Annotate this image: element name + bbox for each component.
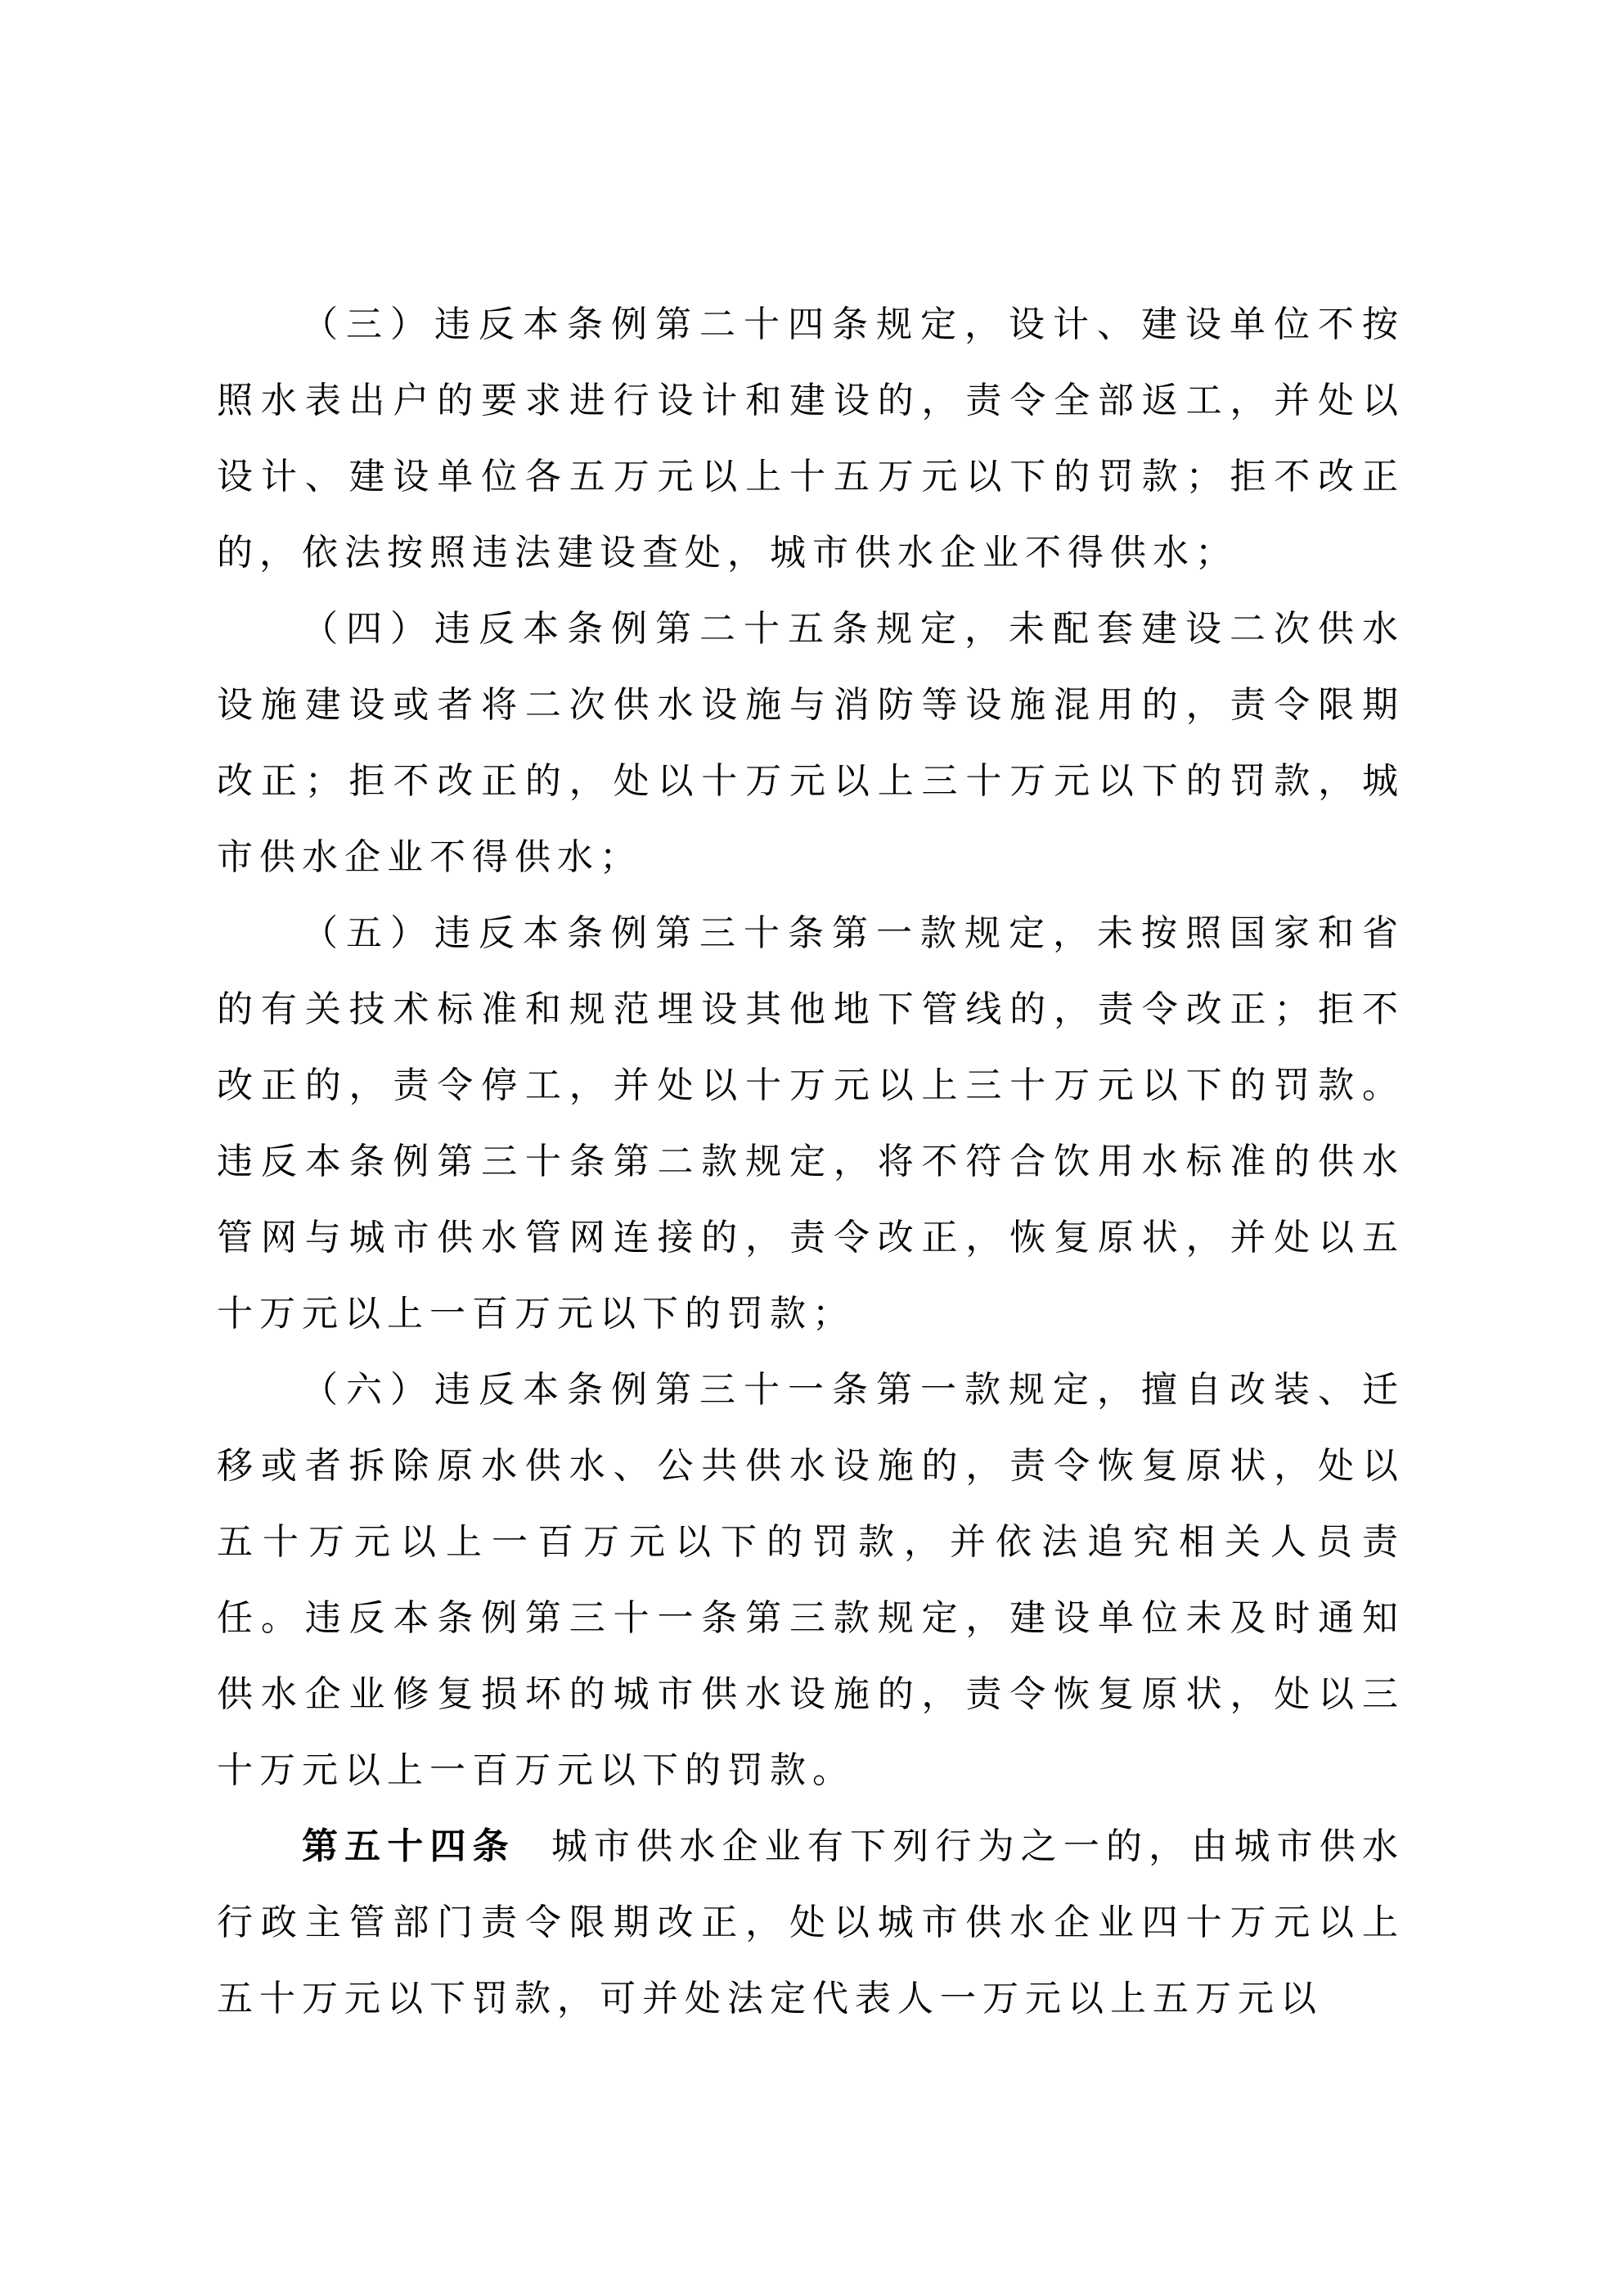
document-body xyxy=(217,286,1405,2037)
list-item-6: （六）违反本条例第三十一条第一款规定，擅自改装、迁移或者拆除原水供水、公共供水设施的，责令恢复原状，处以五十万元以上一百万元以下的罚款，并依法追究相关人员责任。违反本条例第三十一条第三款规定，建设单位未及时通知供水企业修复损坏的城市供水设施的，责令恢复原状，处以三十万元以上一百万元以下的罚款。 xyxy=(217,1370,1405,1790)
list-item-3: （三）违反本条例第二十四条规定，设计、建设单位不按照水表出户的要求进行设计和建设的，责令全部返工，并处以设计、建设单位各五万元以上十五万元以下的罚款；拒不改正的，依法按照违法建设查处，城市供水企业不得供水； xyxy=(217,304,1405,573)
article-54-paragraph xyxy=(217,1808,1405,2037)
article-54-number: 第五十四条 xyxy=(302,1826,515,1866)
list-item-5: （五）违反本条例第三十条第一款规定，未按照国家和省的有关技术标准和规范埋设其他地下管线的，责令改正；拒不改正的，责令停工，并处以十万元以上三十万元以下的罚款。违反本条例第三十条第二款规定，将不符合饮用水标准的供水管网与城市供水管网连接的，责令改正，恢复原状，并处以五十万元以上一百万元以下的罚款； xyxy=(217,913,1405,1334)
article-54-text: 城市供水企业有下列行为之一的，由城市供水行政主管部门责令限期改正，处以城市供水企业四十万元以上五十万元以下罚款，可并处法定代表人一万元以上五万元以 xyxy=(217,1826,1405,2019)
list-item-4: （四）违反本条例第二十五条规定，未配套建设二次供水设施建设或者将二次供水设施与消防等设施混用的，责令限期改正；拒不改正的，处以十万元以上三十万元以下的罚款，城市供水企业不得供水； xyxy=(217,609,1405,877)
